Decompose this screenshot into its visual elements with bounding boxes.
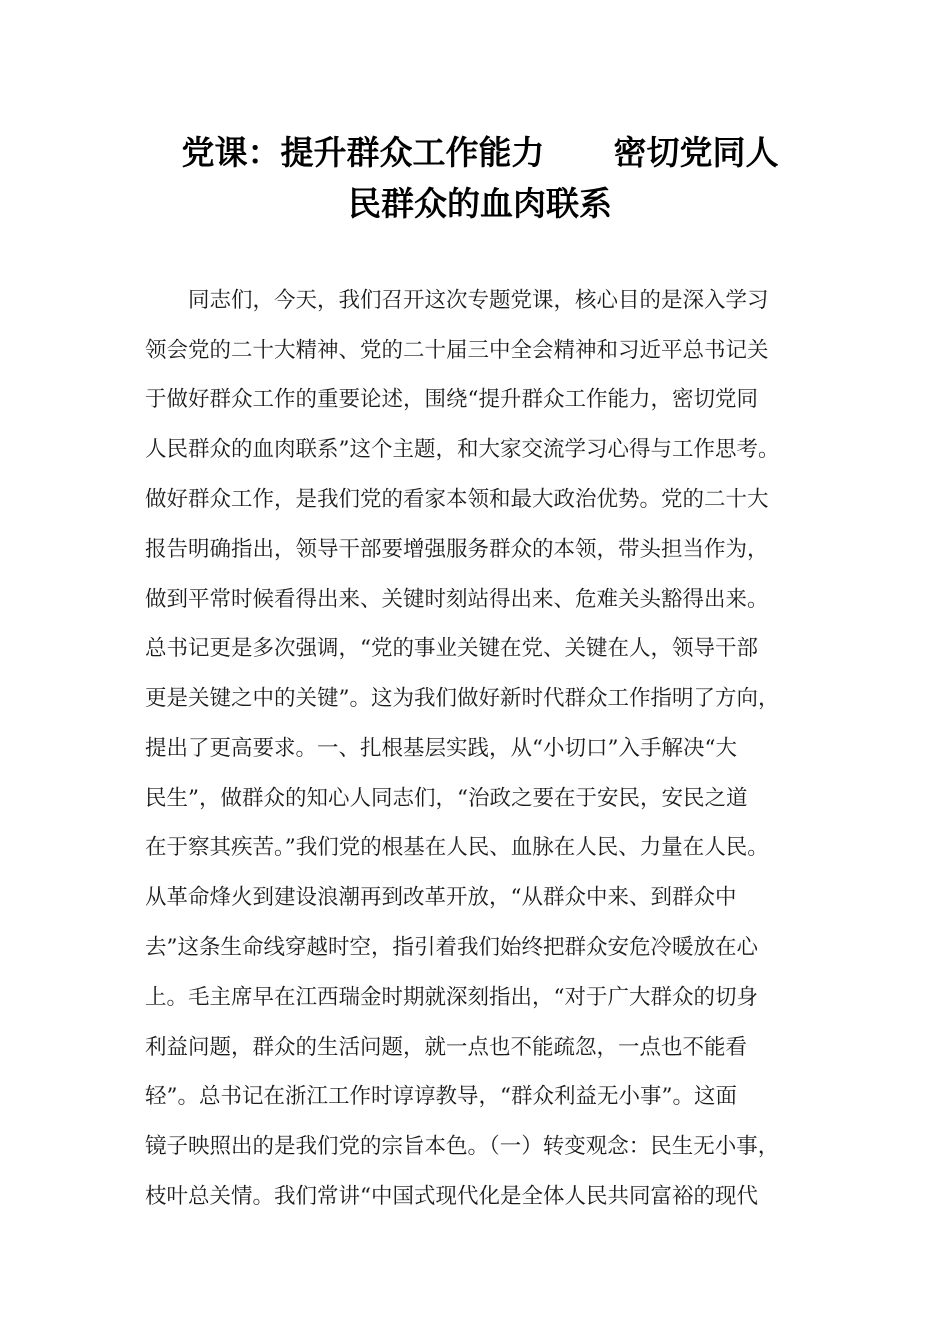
body-line: 民生”，做群众的知心人同志们，“治政之要在于安民，安民之道	[145, 786, 748, 811]
body-line: 利益问题，群众的生活问题，就一点也不能疏忽，一点也不能看	[145, 1035, 748, 1060]
body-line: 枝叶总关情。我们常讲“中国式现代化是全体人民共同富裕的现代	[145, 1184, 758, 1209]
body-line: 提出了更高要求。一、扎根基层实践，从“小切口”入手解决“大	[145, 736, 737, 761]
document-title-line-2: 民群众的血肉联系	[348, 184, 612, 223]
body-line: 报告明确指出，领导干部要增强服务群众的本领，带头担当作为，	[145, 537, 769, 562]
body-line: 于做好群众工作的重要论述，围绕“提升群众工作能力，密切党同	[145, 387, 758, 412]
body-line: 做到平常时候看得出来、关键时刻站得出来、危难关头豁得出来。	[145, 587, 769, 612]
body-line: 轻”。总书记在浙江工作时谆谆教导，“群众利益无小事”。这面	[145, 1084, 737, 1109]
body-line: 同志们，今天，我们召开这次专题党课，核心目的是深入学习	[188, 288, 769, 313]
body-line: 从革命烽火到建设浪潮再到改革开放，“从群众中来、到群众中	[145, 885, 737, 910]
body-line: 做好群众工作，是我们党的看家本领和最大政治优势。党的二十大	[145, 487, 769, 512]
body-line: 领会党的二十大精神、党的二十届三中全会精神和习近平总书记关	[145, 338, 769, 363]
body-line: 更是关键之中的关键”。这为我们做好新时代群众工作指明了方向，	[145, 686, 780, 711]
body-line: 上。毛主席早在江西瑞金时期就深刻指出，“对于广大群众的切身	[145, 985, 758, 1010]
body-line: 去”这条生命线穿越时空，指引着我们始终把群众安危冷暖放在心	[145, 935, 758, 960]
body-line: 总书记更是多次强调，“党的事业关键在党、关键在人，领导干部	[145, 636, 758, 661]
body-line: 在于察其疾苦。”我们党的根基在人民、血脉在人民、力量在人民。	[145, 835, 769, 860]
body-line: 镜子映照出的是我们党的宗旨本色。（一）转变观念：民生无小事，	[145, 1134, 780, 1159]
body-line: 人民群众的血肉联系”这个主题，和大家交流学习心得与工作思考。	[145, 437, 780, 462]
document-title-line-1: 党课：提升群众工作能力 密切党同人	[181, 133, 779, 172]
